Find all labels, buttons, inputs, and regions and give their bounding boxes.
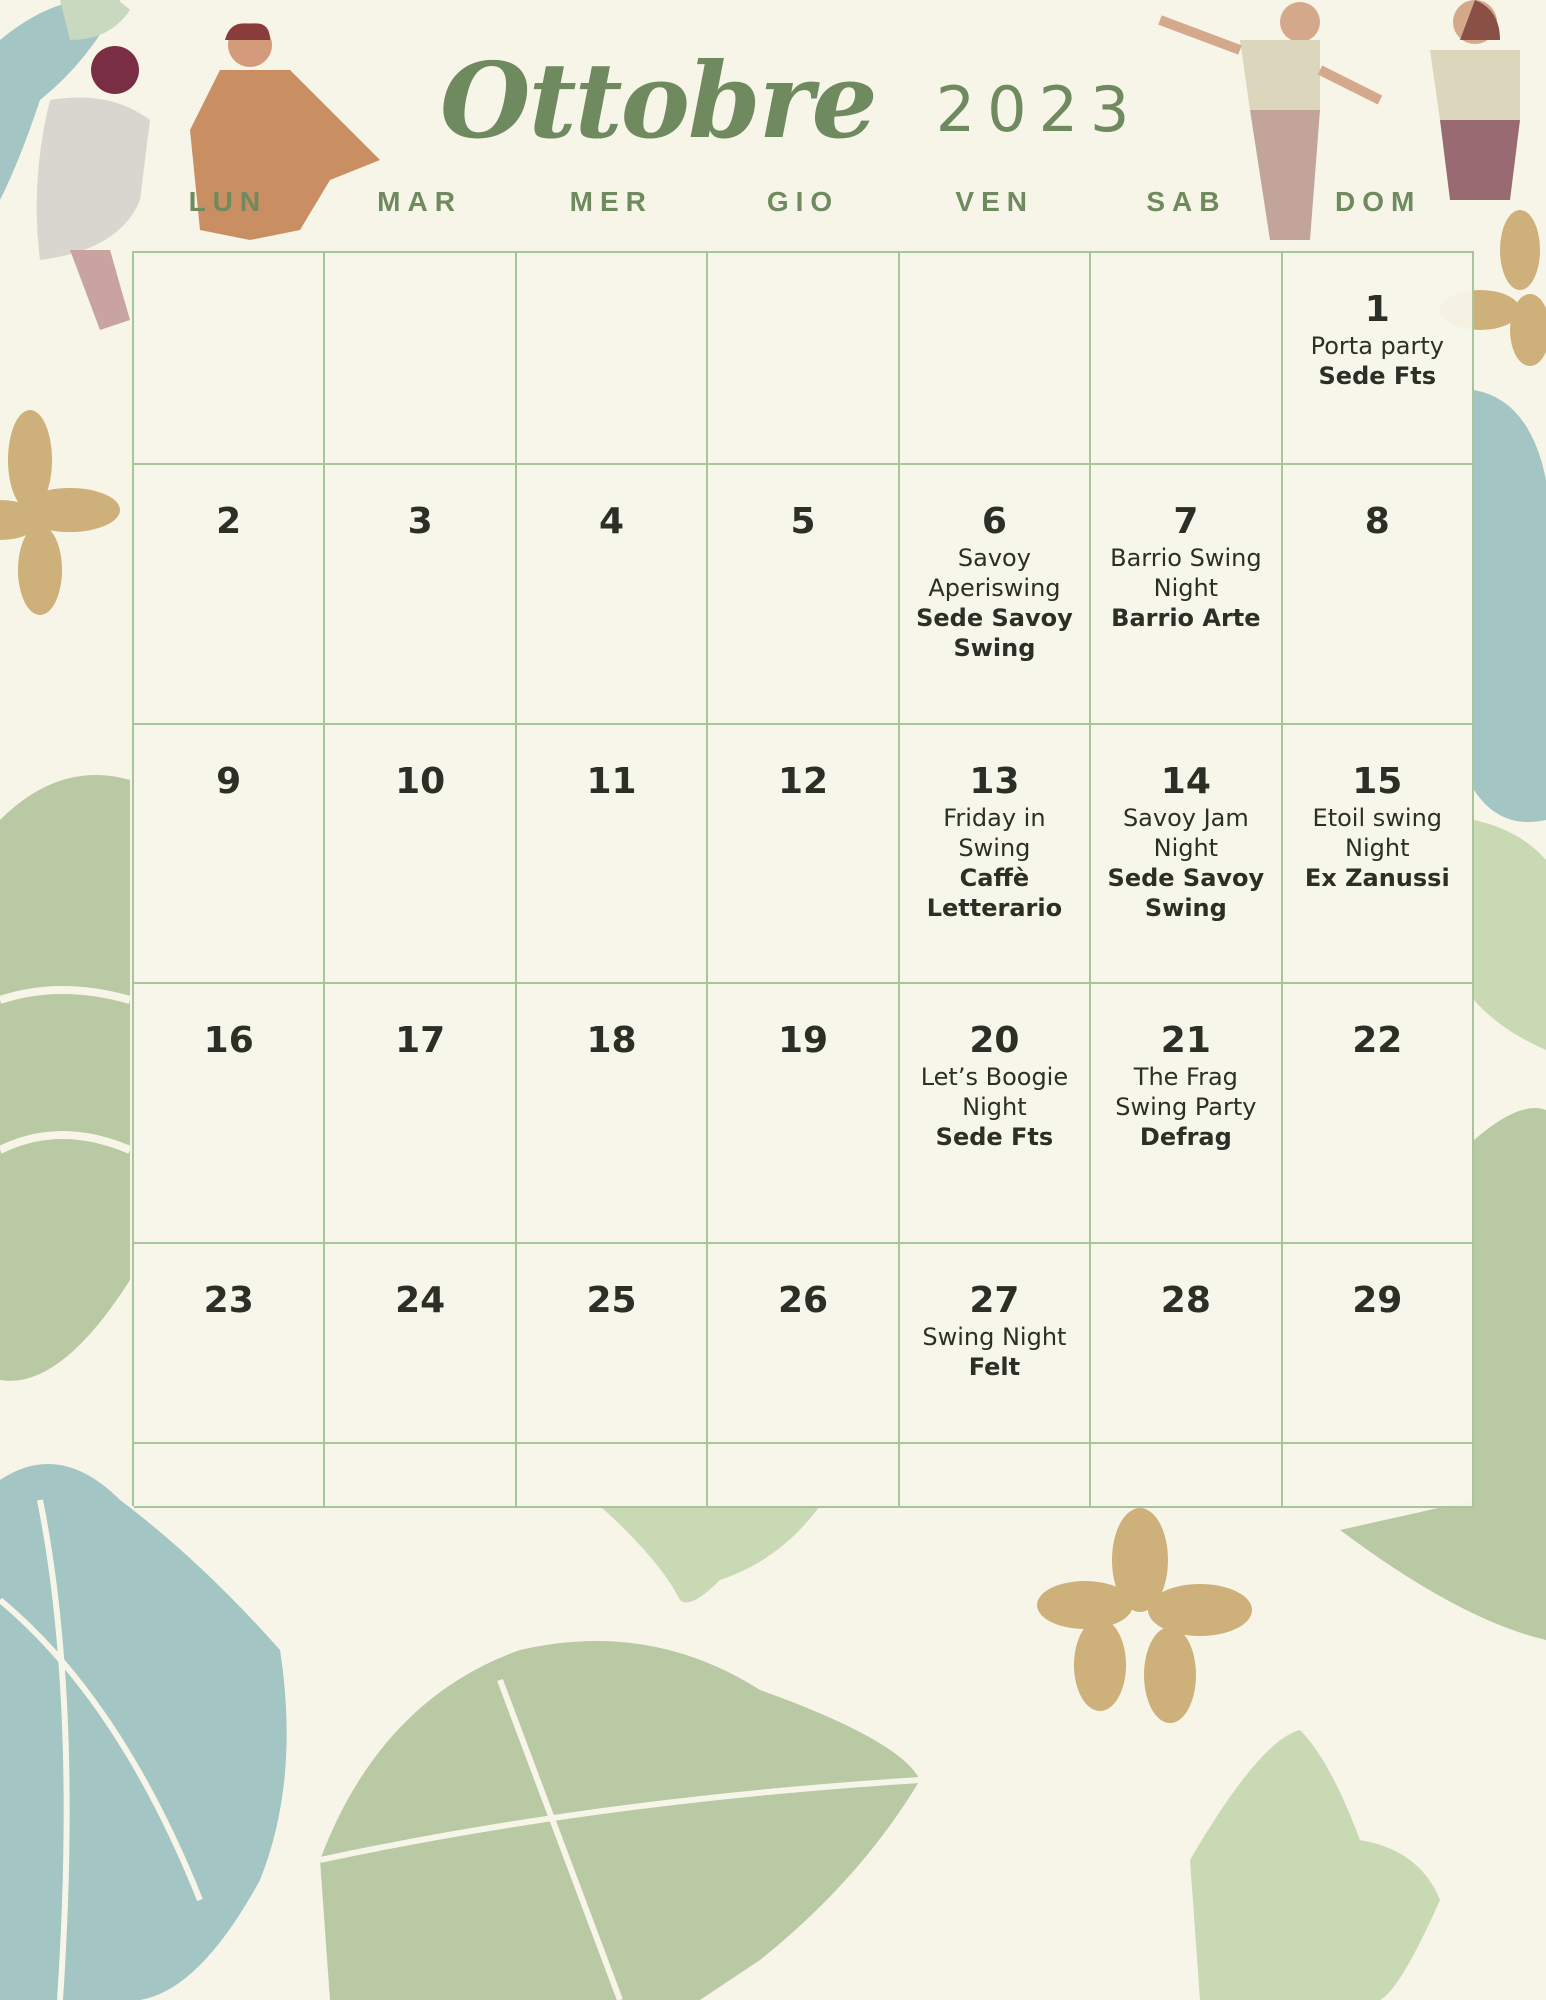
calendar-day-cell [708,1444,899,1508]
day-number: 16 [203,1020,254,1061]
flower-icon [1037,1508,1252,1723]
calendar-day-cell [1091,253,1282,465]
calendar-day-cell [325,725,516,984]
event-name: The Frag Swing Party [1115,1063,1257,1121]
event-location: Caffè Letterario [926,864,1063,922]
month-title: Ottobre [440,38,876,162]
monstera-leaf-icon [60,0,130,40]
year-title: 2023 [935,72,1142,146]
weekday-header [132,186,1474,226]
calendar-day-cell [134,984,325,1244]
day-number: 26 [777,1280,829,1321]
event-name: Porta party [1310,332,1444,360]
weekday-label: SAB [1146,186,1227,217]
day-number: 28 [1160,1280,1211,1321]
calendar-day-cell [900,1444,1091,1508]
calendar-day-cell [900,465,1091,725]
event-name: Let’s Boogie Night [920,1063,1069,1121]
event-name: Etoil swing Night [1312,804,1443,862]
calendar-day-cell [517,1244,708,1444]
event-location: Sede Savoy Swing [1107,864,1265,922]
calendar-day-cell [325,1244,516,1444]
calendar-day-cell [134,1444,325,1508]
day-number: 23 [203,1280,254,1321]
day-number: 13 [969,761,1020,802]
calendar-day-cell [900,984,1091,1244]
flower-icon [0,410,120,615]
calendar-title [440,40,1140,160]
day-number: 19 [777,1020,829,1061]
calendar-day-cell [134,465,325,725]
calendar-day-cell [134,1244,325,1444]
day-number: 12 [777,761,829,802]
monstera-leaf-icon [320,1641,920,2000]
event-location: Sede Savoy Swing [916,604,1073,662]
day-number: 14 [1160,761,1211,802]
event-location: Defrag [1139,1123,1232,1151]
monstera-leaf-icon [1474,390,1546,822]
calendar-day-cell [1283,1244,1474,1444]
calendar-day-cell [708,253,899,465]
calendar-day-cell [517,984,708,1244]
calendar-day-cell [1091,1244,1282,1444]
weekday-label: GIO [766,186,840,217]
calendar-day-cell [517,1444,708,1508]
calendar-day-cell [1283,1444,1474,1508]
day-number: 25 [586,1280,637,1321]
calendar-day-cell [1091,465,1282,725]
day-number: 22 [1352,1020,1403,1061]
event-name: Barrio Swing Night [1110,544,1262,602]
weekday-label: MAR [377,186,462,217]
weekday-label: LUN [188,186,268,217]
monstera-leaf-icon [0,775,130,1381]
day-number: 8 [1364,501,1390,542]
weekday-label: MER [569,186,653,217]
day-number: 2 [216,501,242,542]
day-number: 9 [216,761,242,802]
event-name: Savoy Jam Night [1122,804,1249,862]
day-number: 29 [1352,1280,1403,1321]
day-number: 21 [1160,1020,1211,1061]
event-location: Barrio Arte [1111,604,1261,632]
event-location: Felt [968,1353,1021,1381]
calendar-day-cell [134,253,325,465]
calendar-day-cell [325,253,516,465]
calendar-grid [132,251,1474,1506]
event-location: Ex Zanussi [1304,864,1450,892]
weekday-label: VEN [955,186,1034,217]
event-name: Swing Night [922,1323,1067,1351]
calendar-day-cell [708,725,899,984]
calendar-day-cell [900,253,1091,465]
monstera-leaf-icon [600,1506,820,1603]
calendar-day-cell [708,984,899,1244]
day-number: 10 [395,761,446,802]
calendar-day-cell [708,1244,899,1444]
calendar-day-cell [1283,984,1474,1244]
day-number: 11 [586,761,637,802]
calendar-day-cell [1283,465,1474,725]
day-number: 3 [407,501,433,542]
day-number: 7 [1173,501,1199,542]
monstera-leaf-icon [1190,1730,1440,2000]
day-number: 15 [1352,761,1403,802]
calendar-day-cell [325,984,516,1244]
event-name: Savoy Aperiswing [928,544,1061,602]
weekday-label: DOM [1334,186,1422,217]
calendar-day-cell [1283,253,1474,465]
monstera-leaf-icon [1474,820,1546,1050]
day-number: 17 [395,1020,446,1061]
event-location: Sede Fts [1318,362,1437,390]
calendar-day-cell [1091,725,1282,984]
calendar-day-cell [708,465,899,725]
day-number: 5 [790,501,816,542]
calendar-day-cell [517,465,708,725]
day-number: 27 [969,1280,1020,1321]
calendar-day-cell [134,725,325,984]
calendar-day-cell [1091,1444,1282,1508]
calendar-day-cell [1091,984,1282,1244]
event-location: Sede Fts [935,1123,1054,1151]
calendar-day-cell [325,1444,516,1508]
day-number: 4 [599,501,625,542]
calendar-day-cell [900,1244,1091,1444]
calendar-day-cell [325,465,516,725]
calendar-day-cell [1283,725,1474,984]
day-number: 18 [586,1020,637,1061]
calendar-day-cell [517,253,708,465]
monstera-leaf-icon [0,1464,287,2000]
day-number: 20 [969,1020,1020,1061]
calendar-day-cell [900,725,1091,984]
event-name: Friday in Swing [943,804,1046,862]
calendar-day-cell [517,725,708,984]
day-number: 24 [395,1280,446,1321]
day-number: 1 [1364,289,1390,330]
day-number: 6 [981,501,1007,542]
